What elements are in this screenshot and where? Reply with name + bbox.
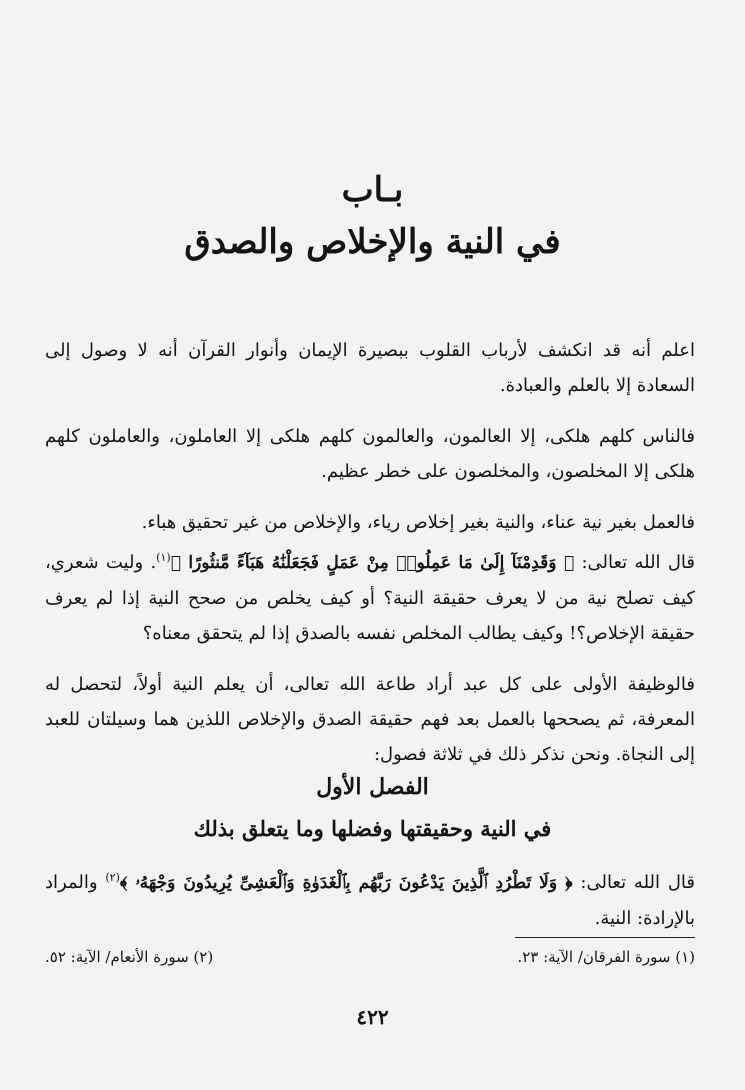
footnote-marker-2: (٢) [105,871,120,884]
paragraph-4-rest: . وليت شعري، كيف تصلح نية من لا يعرف حقيقة النية؟ أو كيف يخلص من صحح النية إذا لم يعرف حقيقة الإخلاص؟! وكيف يطالب المخلص نفسه بالصدق إذا لم يتحقق معناه؟ [45,552,695,644]
paragraph-5: فالوظيفة الأولى على كل عبد أراد طاعة الله تعالى، أن يعلم النية أولاً، لتحصل له المعرفة، ثم يصححها بالعمل بعد فهم حقيقة الصدق والإخلاص اللذين هما وسيلتان للعبد إلى النجاة. ونحن نذكر ذلك في ثلاثة فصول: [45,674,695,765]
footnotes [45,944,695,970]
footnote-divider [515,937,695,938]
chapter-title: في النية والإخلاص والصدق [184,222,561,262]
paragraph-2: فالناس كلهم هلكى، إلا العالمون، والعالمون كلهم هلكى إلا العاملون، والعاملون كلهم هلكى إلا المخلصون، والمخلصون على خطر عظيم. [45,426,695,482]
quote-intro: قال الله تعالى: [572,872,695,893]
footnote-marker-1: (١) [156,551,171,564]
quran-verse: ﴿ وَلَا تَطْرُدِ ٱلَّذِينَ يَدْعُونَ رَبَّهُم بِٱلْغَدَوٰةِ وَٱلْعَشِىِّ يُرِيدُونَ وَجْهَهُۥ ﴾ [119,873,573,893]
paragraph-4 [45,540,695,651]
page-number: ٤٢٢ [356,1005,389,1029]
quran-verse: ﴿ وَقَدِمْنَآ إِلَىٰ مَا عَمِلُوا۟ مِنْ عَمَلٍ فَجَعَلْنَٰهُ هَبَآءً مَّنثُورًا ﴾ [170,553,575,573]
body-text [45,333,695,788]
footnote-1: (١) سورة الفرقان/ الآية: ٢٣. [517,948,695,966]
paragraph-1: اعلم أنه قد انكشف لأرباب القلوب ببصيرة الإيمان وأنوار القرآن أنه لا وصول إلى السعادة إلا بالعلم والعبادة. [45,340,695,396]
section-subheading: في النية وحقيقتها وفضلها وما يتعلق بذلك [193,816,552,841]
footnote-2: (٢) سورة الأنعام/ الآية: ٥٢. [45,948,214,966]
paragraph-6 [45,860,695,936]
chapter-label: بـاب [341,170,404,210]
section-heading: الفصل الأول [316,774,429,800]
quote-intro: قال الله تعالى: [574,552,696,573]
paragraph-3: فالعمل بغير نية عناء، والنية بغير إخلاص رياء، والإخلاص من غير تحقيق هباء. [141,512,695,533]
paragraph-6-rest: والمراد بالإرادة: النية. [45,872,695,929]
